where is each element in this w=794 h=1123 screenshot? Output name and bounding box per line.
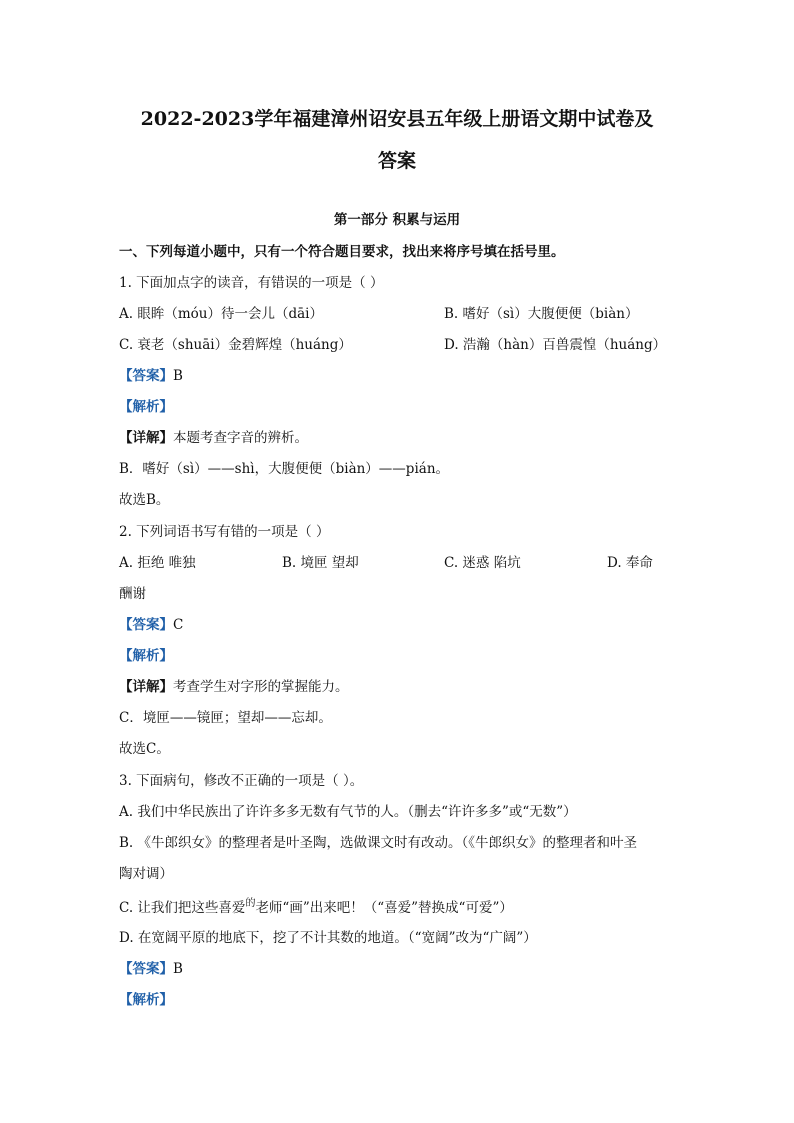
q1-stem: 1. 下面加点字的读音，有错误的一项是（ ） [119,275,384,291]
answer-tag: 【答案】 [119,961,173,977]
q3-option-c-text-end: 老师“画”出来吧！（“喜爱”替换成“可爱”） [255,900,513,916]
q1-conclusion: 故选B。 [119,492,170,508]
answer-tag: 【答案】 [119,368,173,384]
q3-answer [119,957,183,977]
q2-option-d-continued: 酬谢 [119,586,146,602]
q1-answer [119,364,183,384]
q3-option-a: A. 我们中华民族出了许许多多无数有气节的人。（删去“许许多多”或“无数”） [119,804,577,820]
q2-answer [119,613,183,633]
detail-tag: 【详解】 [119,679,173,695]
q1-option-d: D. 浩瀚（hàn）百兽震惶（huáng） [444,337,667,353]
document-title-line2: 答案 [377,150,416,172]
q2-analysis [119,644,173,664]
q3-option-c-inserted-char: 的 [245,898,256,909]
q2-option-c: C. 迷惑 陷坑 [444,555,521,571]
analysis-tag: 【解析】 [119,399,173,415]
document-title-line1: 2022-2023学年福建漳州诏安县五年级上册语文期中试卷及 [140,108,654,130]
section-heading: 一、下列每道小题中，只有一个符合题目要求，找出来将序号填在括号里。 [119,244,565,260]
q3-stem: 3. 下面病句，修改不正确的一项是（ ）。 [119,773,364,789]
q3-option-c [119,896,513,916]
q2-option-a: A. 拒绝 唯独 [119,555,196,571]
q2-option-d: D. 奉命 [607,555,653,571]
detail-text: 本题考查字音的辨析。 [173,430,308,446]
q2-option-b: B. 境匣 望却 [282,555,359,571]
q3-option-b: B. 《牛郎织女》的整理者是叶圣陶，选做课文时有改动。（《牛郎织女》的整理者和叶圣 [119,835,638,851]
q1-option-c: C. 衰老（shuāi）金碧辉煌（huáng） [119,337,352,353]
analysis-tag: 【解析】 [119,648,173,664]
answer-value: B [173,368,183,384]
q2-conclusion: 故选C。 [119,741,170,757]
q3-option-c-text-start: C. 让我们把这些喜爱 [119,900,246,916]
answer-value: C [173,617,184,633]
analysis-tag: 【解析】 [119,992,173,1008]
q1-option-a: A. 眼眸（móu）待一会儿（dāi） [119,306,323,322]
answer-tag: 【答案】 [119,617,173,633]
q3-analysis [119,988,173,1008]
q2-detail [119,675,349,695]
detail-tag: 【详解】 [119,430,173,446]
q2-stem: 2. 下列词语书写有错的一项是（ ） [119,524,330,540]
q1-explain: B．嗜好（sì）——shì，大腹便便（biàn）——pián。 [119,461,450,477]
q3-option-b-continued: 陶对调） [119,866,173,882]
q1-option-b: B. 嗜好（sì）大腹便便（biàn） [444,306,639,322]
q2-explain: C．境匣——镜匣；望却——忘却。 [119,710,332,726]
part-heading: 第一部分 积累与运用 [333,212,461,228]
q1-detail [119,426,308,446]
answer-value: B [173,961,183,977]
q1-analysis [119,395,173,415]
detail-text: 考查学生对字形的掌握能力。 [173,679,349,695]
q3-option-d: D. 在宽阔平原的地底下，挖了不计其数的地道。（“宽阔”改为“广阔”） [119,930,537,946]
